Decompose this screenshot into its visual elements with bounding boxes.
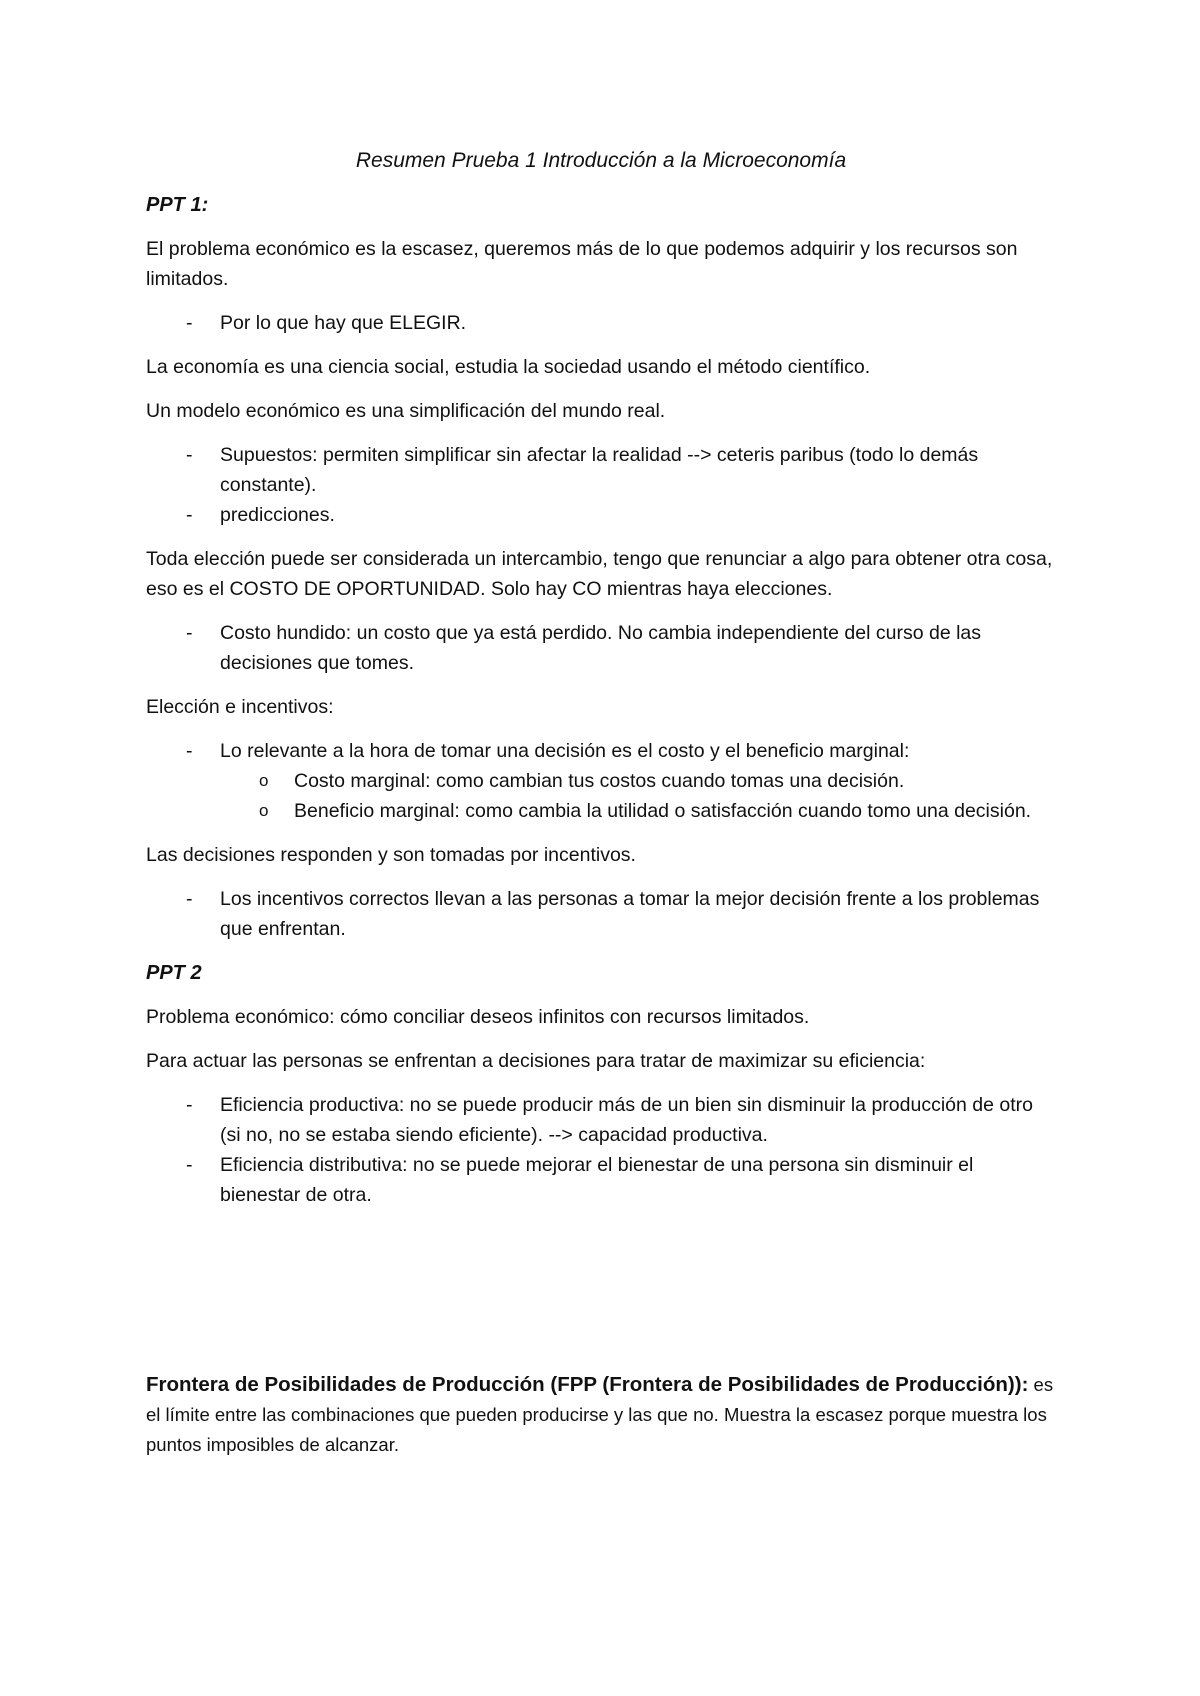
- paragraph: La economía es una ciencia social, estudia la sociedad usando el método científico.: [146, 356, 871, 378]
- sub-list-item-text: Beneficio marginal: como cambia la utilidad o satisfacción cuando tomo una decisión.: [294, 800, 1032, 822]
- dash-bullet: -: [186, 740, 193, 762]
- dash-bullet: -: [186, 1154, 193, 1176]
- list-item-text: Costo hundido: un costo que ya está perdido. No cambia independiente del curso de las decisiones que tomes.: [220, 622, 982, 674]
- paragraph: Problema económico: cómo conciliar deseos infinitos con recursos limitados.: [146, 1006, 810, 1028]
- bullet-list: [146, 618, 1056, 678]
- list-item-text: Eficiencia distributiva: no se puede mejorar el bienestar de una persona sin disminuir el bienestar de otra.: [220, 1154, 974, 1206]
- list-item-text: predicciones.: [220, 504, 335, 526]
- list-item-text: Eficiencia productiva: no se puede producir más de un bien sin disminuir la producción de otro (si no, no se estaba siendo eficiente). --> capacidad productiva.: [220, 1094, 1033, 1146]
- sub-list-item: [220, 796, 1056, 826]
- bullet-list: [146, 884, 1056, 944]
- bullet-list: [146, 1090, 1056, 1210]
- dash-bullet: -: [186, 1094, 193, 1116]
- paragraph: Toda elección puede ser considerada un intercambio, tengo que renunciar a algo para obtener otra cosa, eso es el COSTO DE OPORTUNIDAD. Solo hay CO mientras haya elecciones.: [146, 548, 1053, 600]
- fpp-term: Frontera de Posibilidades de Producción (FPP (Frontera de Posibilidades de Producción)):: [146, 1373, 1029, 1396]
- sub-list-item-text: Costo marginal: como cambian tus costos cuando tomas una decisión.: [294, 770, 905, 792]
- dash-bullet: -: [186, 888, 193, 910]
- section-heading-ppt2: PPT 2: [146, 962, 202, 984]
- fpp-definition: es el límite entre las combinaciones que pueden producirse y las que no. Muestra la escasez porque muestra los puntos imposibles de alcanzar.: [146, 1374, 1054, 1455]
- paragraph: Elección e incentivos:: [146, 696, 334, 718]
- list-item-text: Los incentivos correctos llevan a las personas a tomar la mejor decisión frente a los problemas que enfrentan.: [220, 888, 1040, 940]
- list-item-text: Supuestos: permiten simplificar sin afectar la realidad --> ceteris paribus (todo lo demás constante).: [220, 444, 979, 496]
- paragraph: Un modelo económico es una simplificación del mundo real.: [146, 400, 666, 422]
- section-heading-ppt1: PPT 1:: [146, 194, 209, 216]
- list-item: [146, 736, 1056, 826]
- list-item: [146, 308, 1056, 338]
- circle-bullet: o: [259, 771, 269, 790]
- bullet-list: [146, 440, 1056, 530]
- dash-bullet: -: [186, 504, 193, 526]
- list-item-text: Por lo que hay que ELEGIR.: [220, 312, 467, 334]
- dash-bullet: -: [186, 622, 193, 644]
- dash-bullet: -: [186, 444, 193, 466]
- sub-bullet-list: [220, 766, 1056, 826]
- bullet-list: [146, 308, 1056, 338]
- bullet-list: [146, 736, 1056, 826]
- circle-bullet: o: [259, 801, 269, 820]
- fpp-paragraph: [146, 1370, 1056, 1460]
- list-item: [146, 1090, 1056, 1150]
- paragraph: El problema económico es la escasez, queremos más de lo que podemos adquirir y los recursos son limitados.: [146, 238, 1018, 290]
- document-body: [146, 146, 1056, 1474]
- dash-bullet: -: [186, 312, 193, 334]
- paragraph: Las decisiones responden y son tomadas por incentivos.: [146, 844, 636, 866]
- sub-list-item: [220, 766, 1056, 796]
- list-item: [146, 884, 1056, 944]
- list-item: [146, 1150, 1056, 1210]
- paragraph: Para actuar las personas se enfrentan a decisiones para tratar de maximizar su eficiencia:: [146, 1050, 926, 1072]
- blank-space: [146, 1224, 1056, 1370]
- list-item: [146, 440, 1056, 500]
- list-item: [146, 500, 1056, 530]
- document-title: Resumen Prueba 1 Introducción a la Microeconomía: [355, 149, 847, 172]
- list-item-text: Lo relevante a la hora de tomar una decisión es el costo y el beneficio marginal:: [220, 740, 910, 762]
- list-item: [146, 618, 1056, 678]
